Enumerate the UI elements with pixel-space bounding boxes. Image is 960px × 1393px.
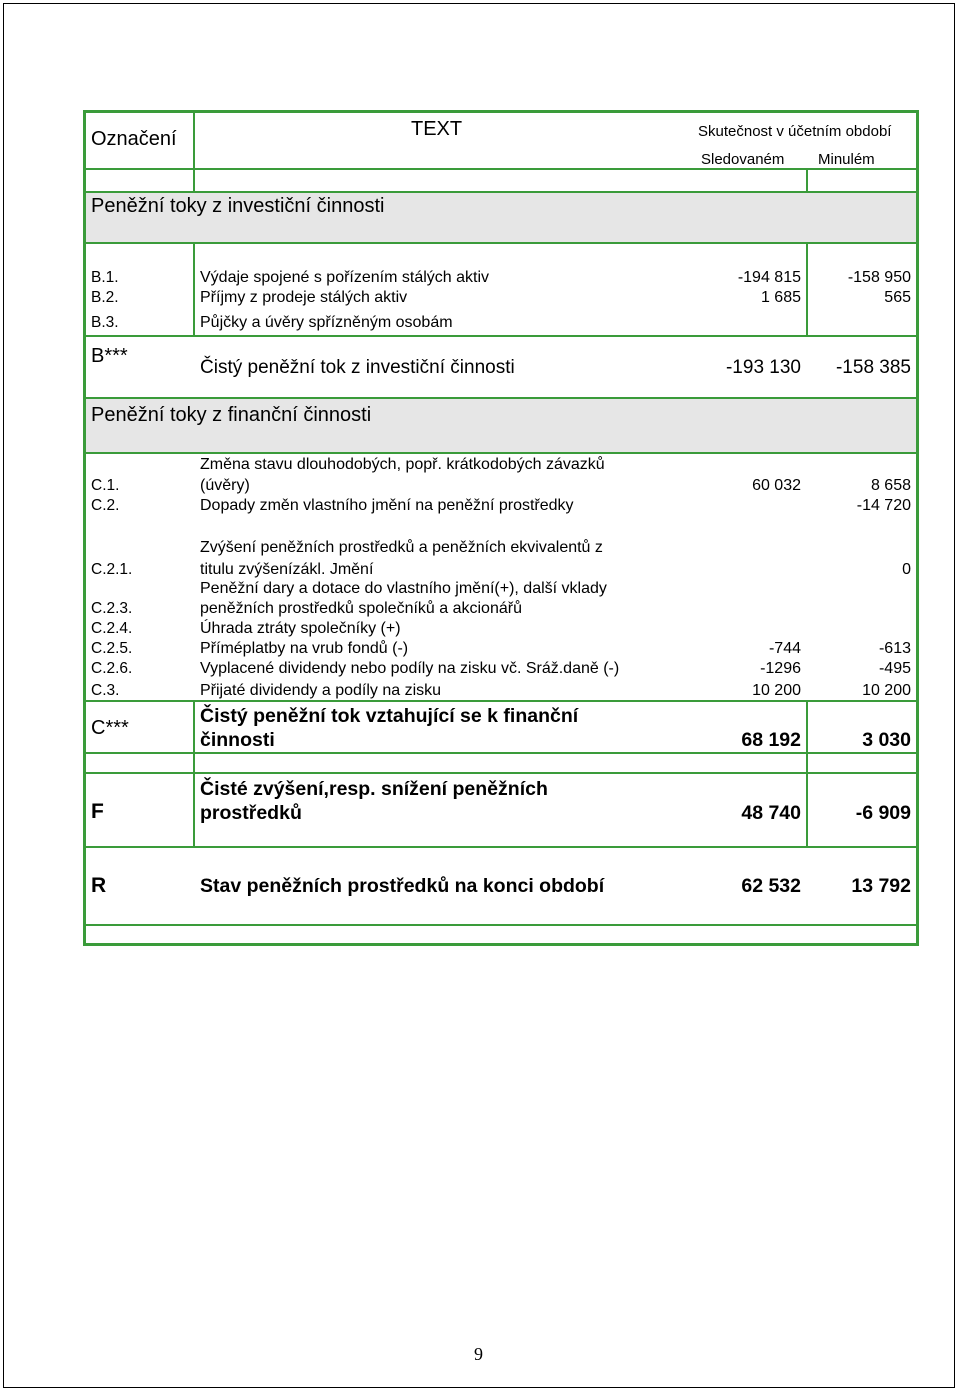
row-b1-current: -194 815 <box>737 269 801 286</box>
row-r-label: Stav peněžních prostředků na konci období <box>200 875 605 897</box>
grid-line <box>86 242 916 244</box>
row-c25-label: Příméplatby na vrub fondů (-) <box>200 640 409 657</box>
row-c2-previous: -14 720 <box>856 497 911 514</box>
row-b2-label: Příjmy z prodeje stálých aktiv <box>200 289 408 306</box>
row-r-previous: 13 792 <box>851 875 911 897</box>
row-c3-previous: 10 200 <box>862 682 911 699</box>
row-c21-label-line1: Zvýšení peněžních prostředků a peněžních ekvivalentů z <box>200 539 603 556</box>
grid-line <box>806 700 808 846</box>
row-c2-code: C.2. <box>91 497 120 514</box>
row-f-code: F <box>91 800 104 823</box>
header-minulem: Minulém <box>818 151 875 168</box>
row-b3-label: Půjčky a úvěry spřízněným osobám <box>200 314 453 331</box>
row-c26-previous: -495 <box>878 660 911 677</box>
row-c1-previous: 8 658 <box>870 477 911 494</box>
grid-line <box>193 242 195 335</box>
header-skutecnost: Skutečnost v účetním období <box>698 123 892 140</box>
row-c26-label: Vyplacené dividendy nebo podíly na zisku vč. Sráž.daně (-) <box>200 660 620 677</box>
grid-line <box>86 397 916 399</box>
row-b3-code: B.3. <box>91 314 119 331</box>
row-c-total-previous: 3 030 <box>862 729 911 751</box>
row-c-total-label-line2: činnosti <box>200 729 275 751</box>
grid-line <box>86 846 916 848</box>
row-b2-previous: 565 <box>884 289 911 306</box>
row-c3-code: C.3. <box>91 682 120 699</box>
grid-line <box>806 168 808 191</box>
grid-line <box>86 752 916 754</box>
row-c25-previous: -613 <box>878 640 911 657</box>
grid-line <box>86 168 916 170</box>
row-c26-current: -1296 <box>760 660 801 677</box>
row-b-total-previous: -158 385 <box>835 357 911 378</box>
row-c26-code: C.2.6. <box>91 660 133 677</box>
row-c1-current: 60 032 <box>752 477 801 494</box>
row-b1-previous: -158 950 <box>847 269 911 286</box>
row-c1-code: C.1. <box>91 477 120 494</box>
row-c1-label-line1: Změna stavu dlouhodobých, popř. krátkodobých závazků <box>200 456 605 473</box>
row-f-label-line2: prostředků <box>200 802 302 824</box>
row-c-total-label-line1: Čistý peněžní tok vztahující se k finanční <box>200 705 579 727</box>
row-b-total-label: Čistý peněžní tok z investiční činnosti <box>200 357 515 378</box>
row-c-total-code: C*** <box>91 717 129 739</box>
row-f-previous: -6 909 <box>855 802 911 824</box>
row-c24-label: Úhrada ztráty společníky (+) <box>200 620 401 637</box>
grid-line <box>193 700 195 846</box>
row-r-current: 62 532 <box>741 875 801 897</box>
page-number: 9 <box>474 1344 483 1364</box>
header-text: TEXT <box>411 118 463 140</box>
row-b2-code: B.2. <box>91 289 119 306</box>
row-c25-code: C.2.5. <box>91 640 133 657</box>
row-c-total-current: 68 192 <box>741 729 801 751</box>
grid-line <box>86 924 916 926</box>
header-oznaceni: Označení <box>91 128 177 150</box>
section-c-title: Peněžní toky z finanční činnosti <box>91 404 372 426</box>
grid-line <box>86 191 916 193</box>
grid-line <box>86 335 916 337</box>
row-c21-label-line2: titulu zvýšenízákl. Jmění <box>200 561 374 578</box>
row-f-current: 48 740 <box>741 802 801 824</box>
grid-line <box>193 113 195 191</box>
row-b1-label: Výdaje spojené s pořízením stálých aktiv <box>200 269 490 286</box>
row-c23-label-line2: peněžních prostředků společníků a akcionářů <box>200 600 522 617</box>
row-c1-label-line2: (úvěry) <box>200 477 250 494</box>
row-b1-code: B.1. <box>91 269 119 286</box>
header-sledovanem: Sledovaném <box>701 151 785 168</box>
row-b-total-code: B*** <box>91 345 128 367</box>
grid-line <box>806 242 808 335</box>
grid-line <box>86 772 916 774</box>
row-c24-code: C.2.4. <box>91 620 133 637</box>
row-b-total-current: -193 130 <box>725 357 801 378</box>
row-c25-current: -744 <box>768 640 801 657</box>
row-c3-label: Přijaté dividendy a podíly na zisku <box>200 682 442 699</box>
section-b-title: Peněžní toky z investiční činnosti <box>91 195 385 217</box>
row-c21-previous: 0 <box>902 561 911 578</box>
row-c3-current: 10 200 <box>752 682 801 699</box>
row-c21-code: C.2.1. <box>91 561 133 578</box>
row-c2-label: Dopady změn vlastního jmění na peněžní prostředky <box>200 497 574 514</box>
row-b2-current: 1 685 <box>760 289 801 306</box>
row-f-label-line1: Čisté zvýšení,resp. snížení peněžních <box>200 778 548 800</box>
row-c23-label-line1: Peněžní dary a dotace do vlastního jmění(+), další vklady <box>200 580 607 597</box>
row-r-code: R <box>91 874 107 897</box>
row-c23-code: C.2.3. <box>91 600 133 617</box>
grid-line <box>86 452 916 454</box>
